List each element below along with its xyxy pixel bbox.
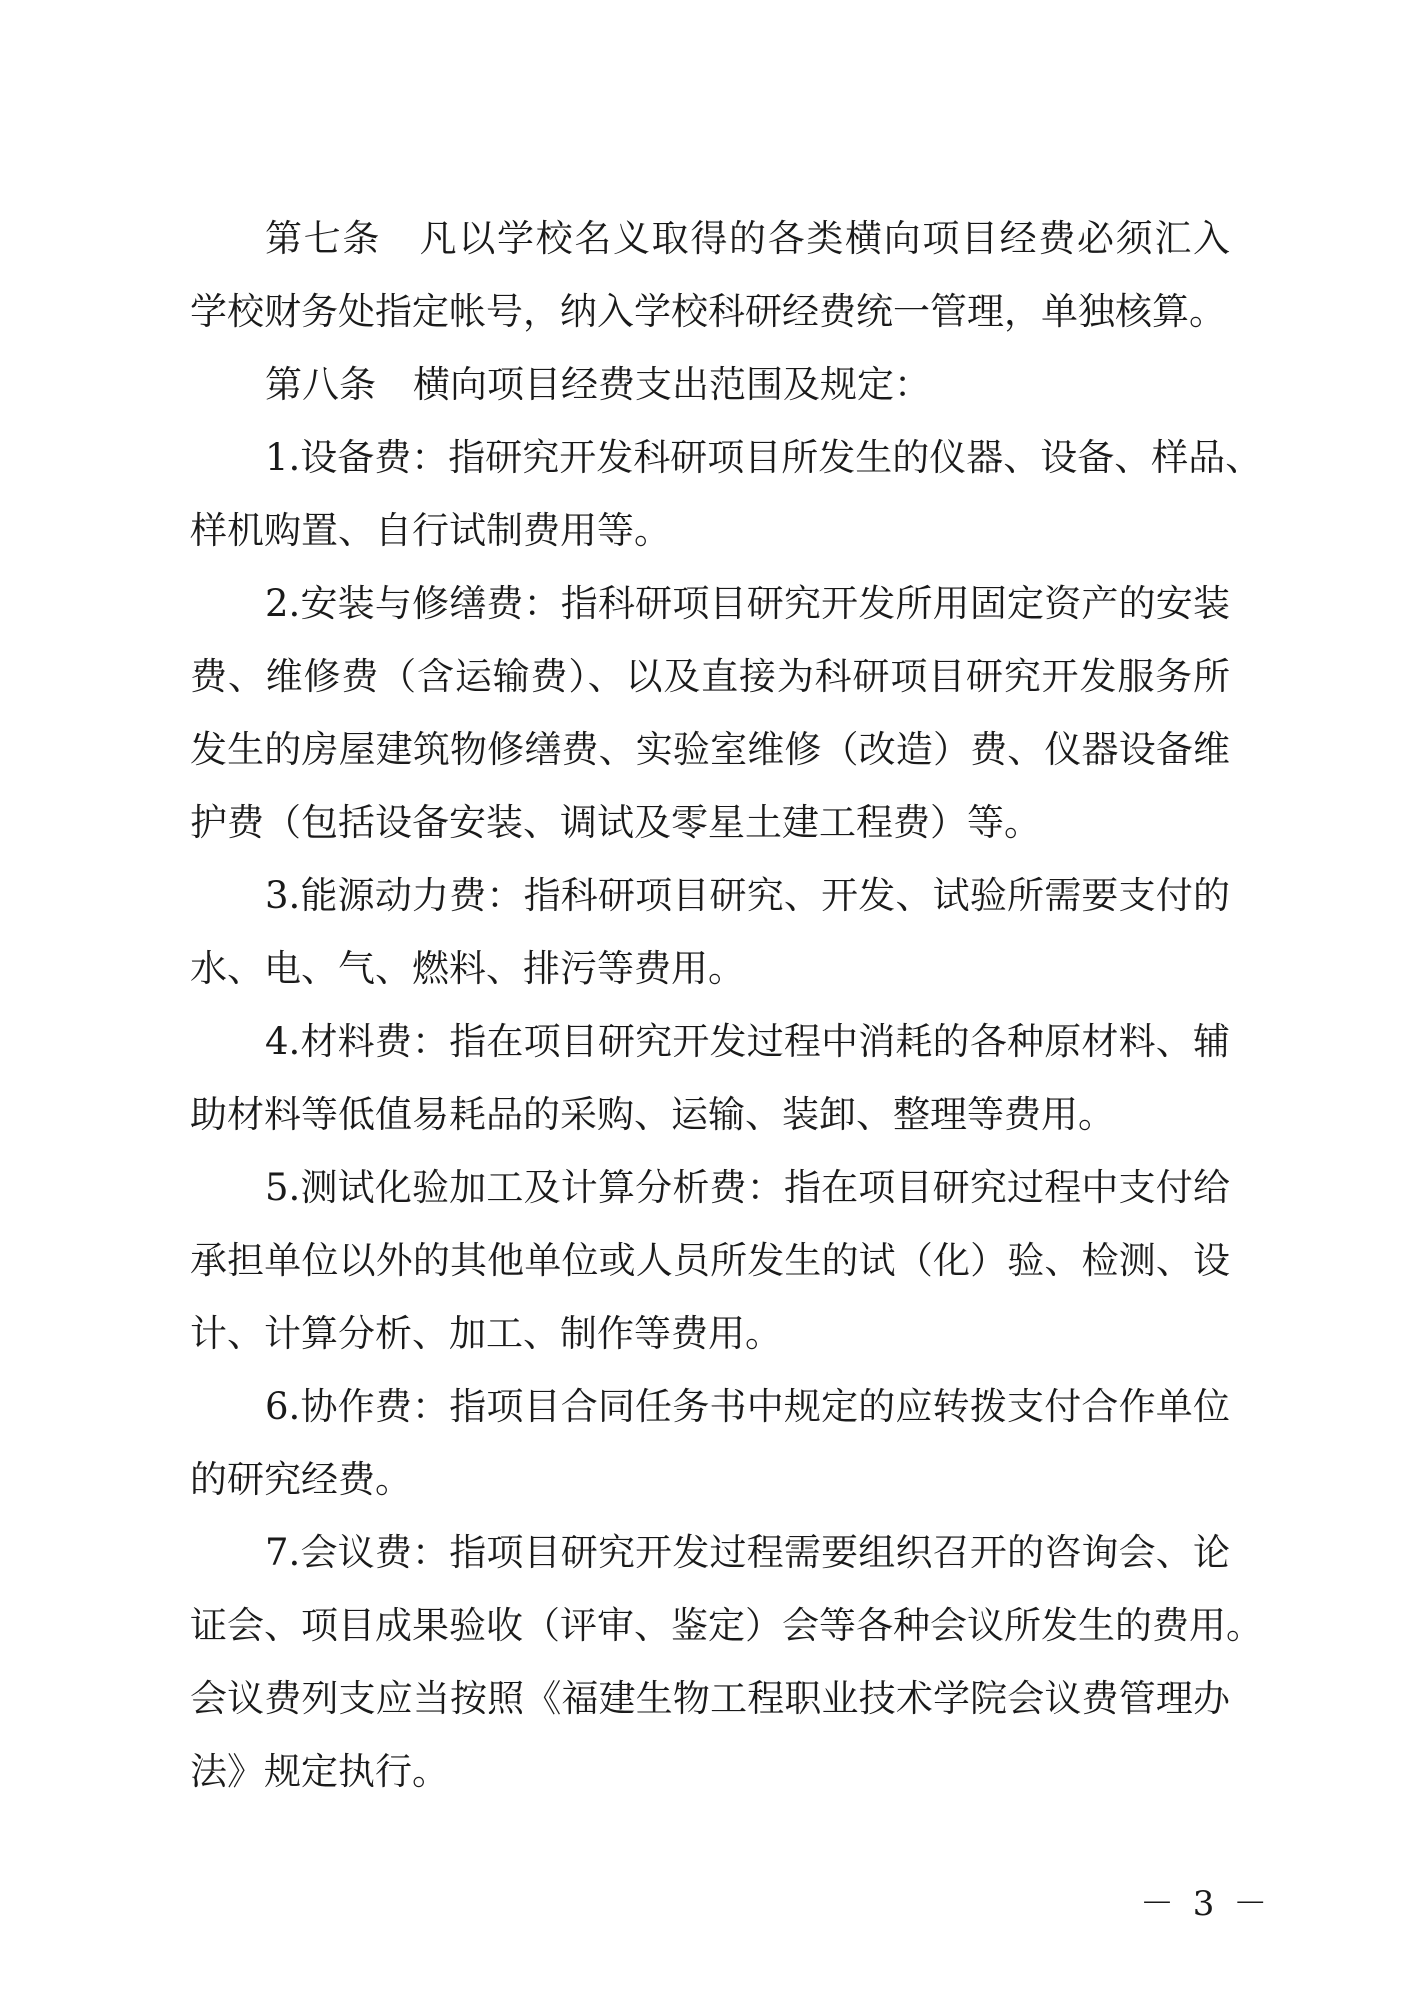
item-5-line-3: 计、计算分析、加工、制作等费用。 <box>190 1312 782 1355</box>
item-5-line-2: 承担单位以外的其他单位或人员所发生的试（化）验、检测、设 <box>190 1239 1230 1282</box>
document-body <box>190 202 1263 1808</box>
item-4-line-1: 4.材料费：指在项目研究开发过程中消耗的各种原材料、辅 <box>265 1020 1230 1063</box>
item-6-line-2: 的研究经费。 <box>190 1458 412 1501</box>
article-7-line-2: 学校财务处指定帐号，纳入学校科研经费统一管理，单独核算。 <box>190 290 1226 333</box>
item-5-line-1: 5.测试化验加工及计算分析费：指在项目研究过程中支付给 <box>265 1166 1230 1209</box>
article-8-heading: 第八条 横向项目经费支出范围及规定： <box>265 363 931 406</box>
item-1-line-2: 样机购置、自行试制费用等。 <box>190 509 671 552</box>
item-2-line-2: 费、维修费（含运输费）、以及直接为科研项目研究开发服务所 <box>190 655 1230 698</box>
item-4-line-2: 助材料等低值易耗品的采购、运输、装卸、整理等费用。 <box>190 1093 1115 1136</box>
item-7-line-1: 7.会议费：指项目研究开发过程需要组织召开的咨询会、论 <box>265 1531 1230 1574</box>
item-7-line-2: 证会、项目成果验收（评审、鉴定）会等各种会议所发生的费用。 <box>190 1604 1263 1647</box>
item-7-line-3: 会议费列支应当按照《福建生物工程职业技术学院会议费管理办 <box>190 1677 1230 1720</box>
item-6-line-1: 6.协作费：指项目合同任务书中规定的应转拨支付合作单位 <box>265 1385 1230 1428</box>
item-3-line-2: 水、电、气、燃料、排污等费用。 <box>190 947 745 990</box>
article-7-line-1: 第七条 凡以学校名义取得的各类横向项目经费必须汇入 <box>265 217 1230 260</box>
item-7-line-4: 法》规定执行。 <box>190 1750 449 1793</box>
page-number: － 3 － <box>1140 1884 1272 1924</box>
item-2-line-3: 发生的房屋建筑物修缮费、实验室维修（改造）费、仪器设备维 <box>190 728 1230 771</box>
item-2-line-4: 护费（包括设备安装、调试及零星土建工程费）等。 <box>190 801 1041 844</box>
item-2-line-1: 2.安装与修缮费：指科研项目研究开发所用固定资产的安装 <box>265 582 1230 625</box>
item-3-line-1: 3.能源动力费：指科研项目研究、开发、试验所需要支付的 <box>265 874 1230 917</box>
item-1-line-1: 1.设备费：指研究开发科研项目所发生的仪器、设备、样品、 <box>265 436 1263 479</box>
